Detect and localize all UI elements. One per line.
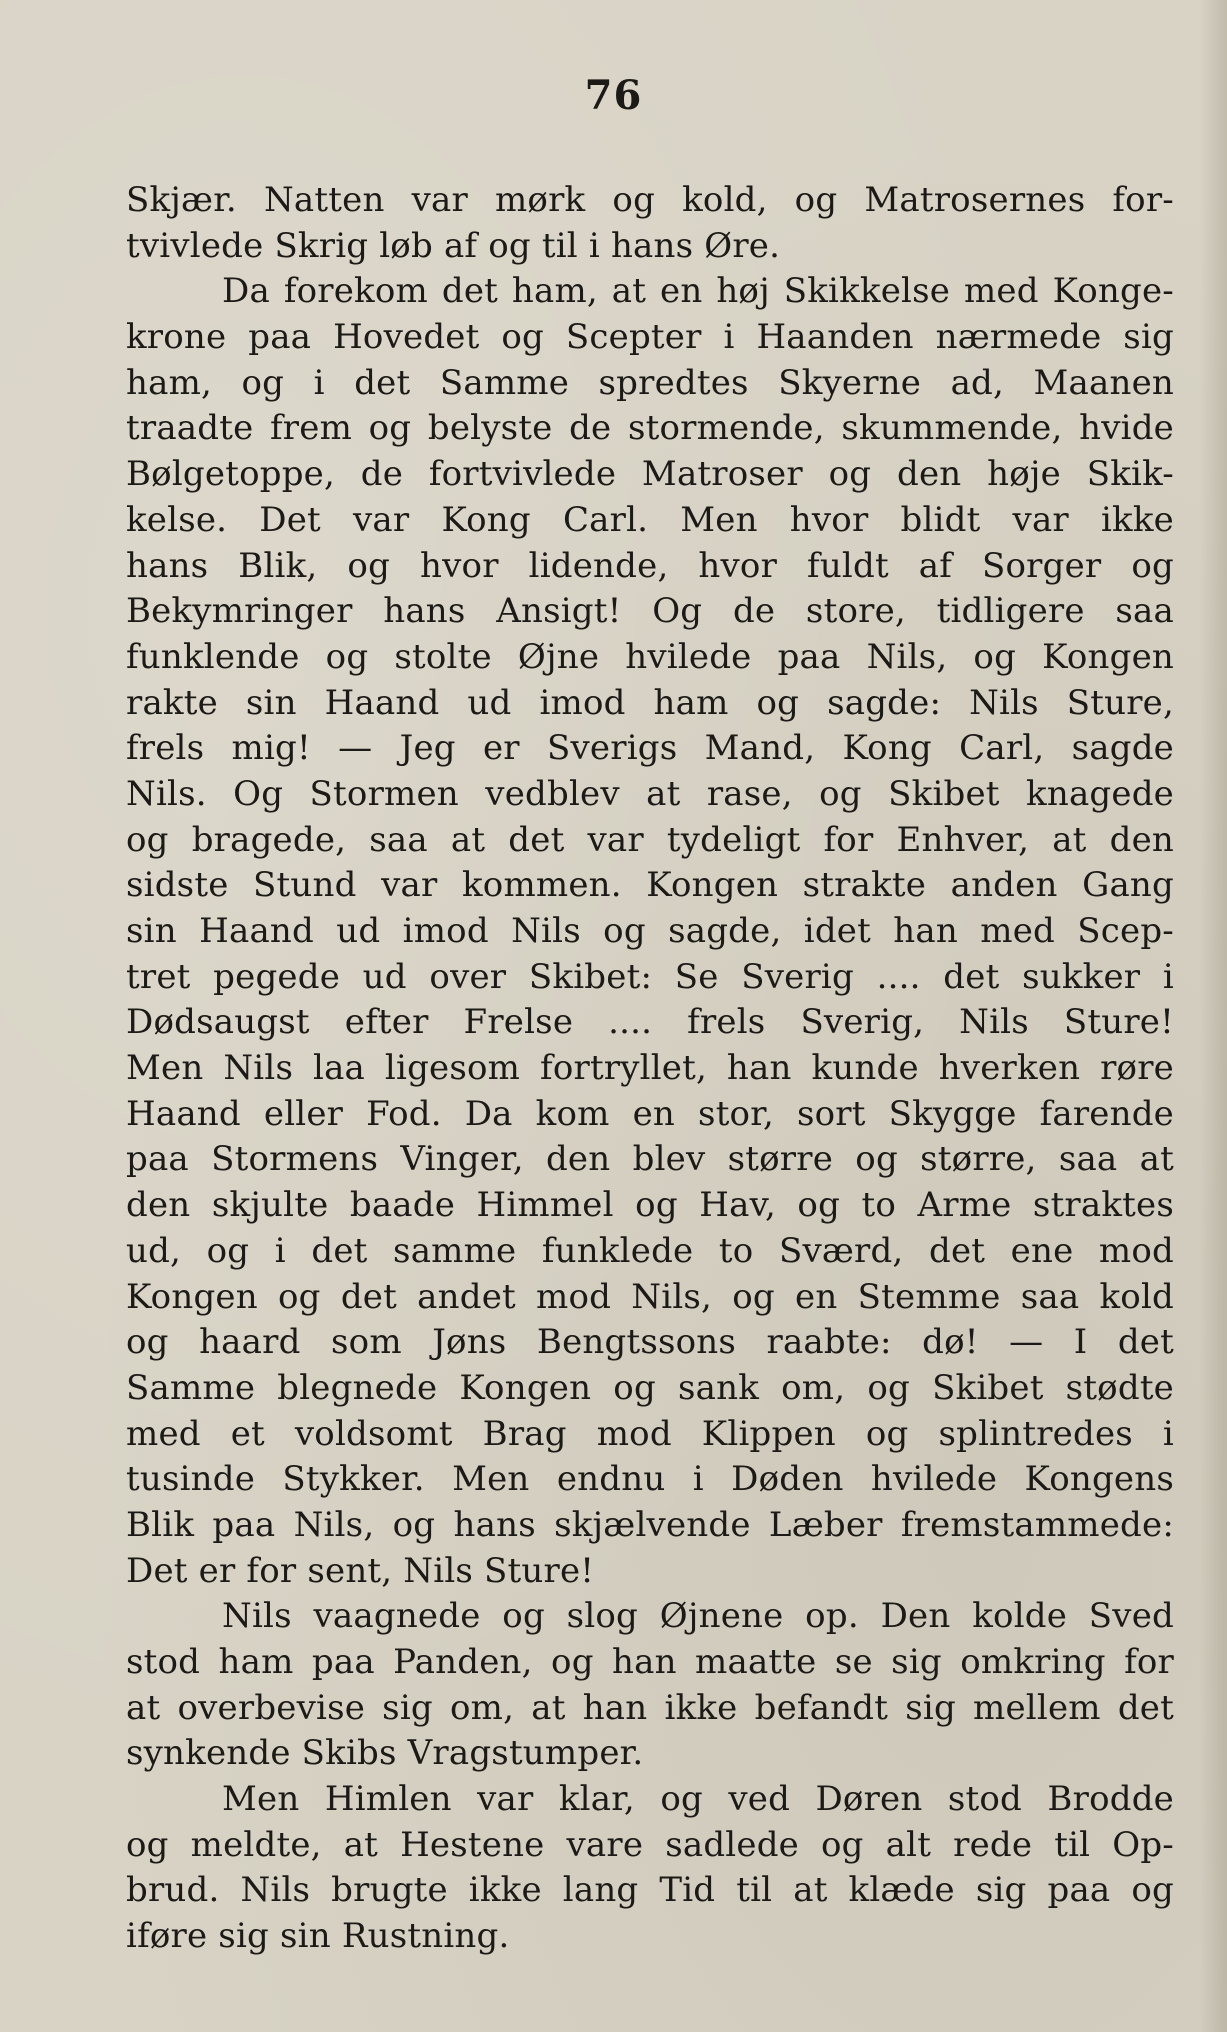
text-line: Men Himlen var klar, og ved Døren stod Brodde (222, 1779, 1174, 1820)
body-text (126, 178, 1174, 1960)
text-line: Skjær. Natten var mørk og kold, og Matrosernes for- (126, 180, 1174, 220)
text-line: brud. Nils brugte ikke lang Tid til at klæde sig paa og (126, 1870, 1174, 1911)
text-line: og haard som Jøns Bengtssons raabte: dø! — I det (126, 1322, 1174, 1363)
text-line: traadte frem og belyste de stormende, skummende, hvide (126, 408, 1174, 449)
text-line: hans Blik, og hvor lidende, hvor fuldt af Sorger og (126, 545, 1174, 586)
text-line: synkende Skibs Vragstumper. (126, 1733, 644, 1774)
text-line: Det er for sent, Nils Sture! (126, 1550, 595, 1591)
text-line: rakte sin Haand ud imod ham og sagde: Nils Sture, (126, 682, 1174, 723)
text-line: frels mig! — Jeg er Sverigs Mand, Kong Carl, sagde (126, 728, 1174, 769)
text-line: stod ham paa Panden, og han maatte se sig omkring for (126, 1642, 1174, 1682)
text-line: Haand eller Fod. Da kom en stor, sort Skygge farende (126, 1093, 1174, 1134)
text-line: Bekymringer hans Ansigt! Og de store, tidligere saa (126, 591, 1174, 632)
text-line: paa Stormens Vinger, den blev større og større, saa at (126, 1139, 1174, 1180)
text-line: Da forekom det ham, at en høj Skikkelse med Konge- (222, 271, 1174, 312)
text-line: og bragede, saa at det var tydeligt for Enhver, at den (126, 819, 1174, 860)
text-line: og meldte, at Hestene vare sadlede og alt rede til Op- (126, 1824, 1174, 1865)
text-line: sidste Stund var kommen. Kongen strakte anden Gang (126, 865, 1174, 906)
text-line: Nils vaagnede og slog Øjnene op. Den kolde Sved (222, 1596, 1174, 1637)
text-line: ud, og i det samme funklede to Sværd, det ene mod (126, 1230, 1174, 1271)
text-line: Samme blegnede Kongen og sank om, og Skibet stødte (126, 1367, 1174, 1408)
text-line: Kongen og det andet mod Nils, og en Stemme saa kold (126, 1276, 1174, 1317)
page-number: 76 (584, 72, 643, 119)
text-line: iføre sig sin Rustning. (126, 1916, 510, 1957)
text-line: tvivlede Skrig løb af og til i hans Øre. (126, 225, 781, 266)
text-line: Bølgetoppe, de fortvivlede Matroser og den høje Skik- (126, 454, 1174, 495)
text-line: at overbevise sig om, at han ikke befandt sig mellem det (126, 1687, 1174, 1728)
text-line: Men Nils laa ligesom fortryllet, han kunde hverken røre (126, 1048, 1174, 1089)
text-line: med et voldsomt Brag mod Klippen og splintredes i (126, 1413, 1174, 1454)
page-edge-shadow (1199, 0, 1227, 2032)
text-line: funklende og stolte Øjne hvilede paa Nils, og Kongen (126, 636, 1174, 677)
text-line: tret pegede ud over Skibet: Se Sverig .... det sukker i (126, 956, 1174, 997)
text-line: Dødsaugst efter Frelse .... frels Sverig, Nils Sture! (126, 1002, 1174, 1043)
text-line: kelse. Det var Kong Carl. Men hvor blidt var ikke (126, 499, 1174, 540)
text-line: Nils. Og Stormen vedblev at rase, og Skibet knagede (126, 773, 1174, 814)
text-line: den skjulte baade Himmel og Hav, og to Arme straktes (126, 1185, 1174, 1226)
text-line: krone paa Hovedet og Scepter i Haanden nærmede sig (126, 317, 1174, 358)
text-line: ham, og i det Samme spredtes Skyerne ad, Maanen (126, 362, 1174, 403)
text-line: sin Haand ud imod Nils og sagde, idet han med Scep- (126, 911, 1174, 951)
text-line: Blik paa Nils, og hans skjælvende Læber fremstammede: (126, 1504, 1174, 1545)
text-line: tusinde Stykker. Men endnu i Døden hvilede Kongens (126, 1459, 1174, 1500)
